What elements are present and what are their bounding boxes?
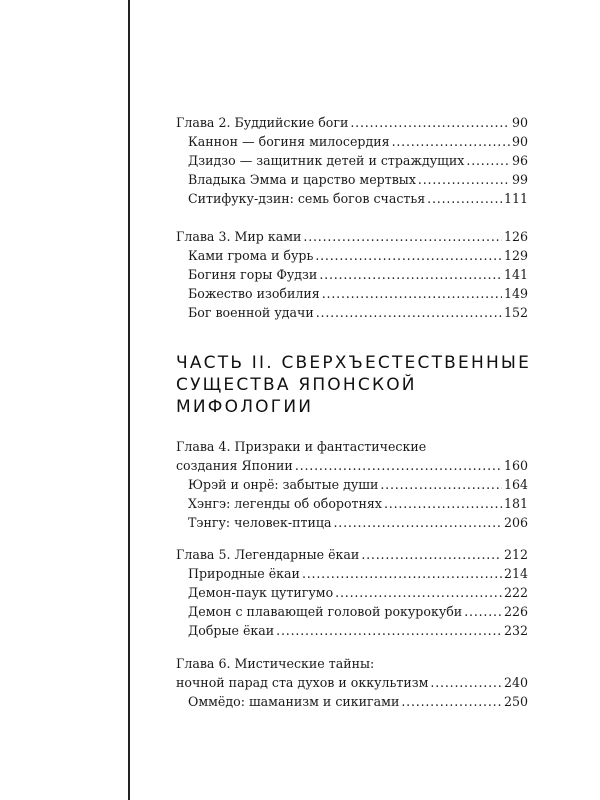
toc-entry-title[interactable]: Глава 6. Мистические тайны: bbox=[176, 656, 375, 671]
part-title-line: СУЩЕСТВА ЯПОНСКОЙ bbox=[176, 375, 417, 395]
leader-dots bbox=[303, 227, 502, 246]
toc-entry-title: Природные ёкаи bbox=[188, 566, 300, 581]
leader-dots bbox=[315, 246, 502, 265]
toc-entry[interactable] bbox=[176, 494, 528, 513]
toc-page-number: 206 bbox=[503, 515, 528, 530]
toc-entry-title: Глава 3. Мир ками bbox=[176, 229, 302, 244]
leader-dots bbox=[302, 564, 502, 583]
toc-page-number: 222 bbox=[503, 585, 528, 600]
leader-dots bbox=[380, 475, 502, 494]
part-title-line: МИФОЛОГИИ bbox=[176, 397, 314, 417]
leader-dots bbox=[335, 583, 502, 602]
toc-entry-title: Владыка Эмма и царство мертвых bbox=[188, 172, 416, 187]
toc-chapter-4 bbox=[176, 437, 528, 532]
toc-page-number: 149 bbox=[503, 286, 528, 301]
leader-dots bbox=[334, 513, 502, 532]
toc-page-number: 232 bbox=[503, 623, 528, 638]
leader-dots bbox=[276, 621, 502, 640]
leader-dots bbox=[384, 494, 502, 513]
toc-entry-title: Божество изобилия bbox=[188, 286, 320, 301]
leader-dots bbox=[427, 189, 502, 208]
leader-dots bbox=[401, 692, 502, 711]
toc-entry[interactable] bbox=[176, 246, 528, 265]
toc-chapter-heading[interactable] bbox=[176, 673, 528, 692]
toc-page-number: 152 bbox=[503, 305, 528, 320]
toc-entry[interactable] bbox=[176, 564, 528, 583]
toc-entry[interactable] bbox=[176, 189, 528, 208]
toc-chapter-6 bbox=[176, 654, 528, 711]
toc-entry-title: Бог военной удачи bbox=[188, 305, 314, 320]
toc-entry-title: Дзидзо — защитник детей и страждущих bbox=[188, 153, 465, 168]
margin-rule bbox=[128, 0, 130, 800]
toc-entry[interactable] bbox=[176, 602, 528, 621]
toc-chapter-heading[interactable] bbox=[176, 113, 528, 132]
leader-dots bbox=[430, 673, 502, 692]
toc-page-number: 250 bbox=[503, 694, 528, 709]
leader-dots bbox=[319, 265, 502, 284]
toc-page-number: 214 bbox=[503, 566, 528, 581]
leader-dots bbox=[418, 170, 510, 189]
toc-page-number: 181 bbox=[503, 496, 528, 511]
toc-page-number: 126 bbox=[503, 229, 528, 244]
leader-dots bbox=[316, 303, 502, 322]
toc-entry-title: Глава 5. Легендарные ёкаи bbox=[176, 547, 360, 562]
leader-dots bbox=[295, 456, 502, 475]
toc-entry[interactable] bbox=[176, 513, 528, 532]
toc-page-number: 226 bbox=[503, 604, 528, 619]
toc-entry-title: Оммёдо: шаманизм и сикигами bbox=[188, 694, 400, 709]
toc-entry[interactable] bbox=[176, 583, 528, 602]
toc-page-number: 129 bbox=[503, 248, 528, 263]
toc-page-number: 240 bbox=[503, 675, 528, 690]
leader-dots bbox=[350, 113, 510, 132]
toc-page-number: 164 bbox=[503, 477, 528, 492]
toc-chapter-5 bbox=[176, 545, 528, 640]
toc-entry-title: Демон-паук цутигумо bbox=[188, 585, 334, 600]
toc-page-number: 90 bbox=[511, 134, 528, 149]
toc-entry-title[interactable]: Глава 4. Призраки и фантастические bbox=[176, 439, 427, 454]
toc-entry-title: Ками грома и бурь bbox=[188, 248, 314, 263]
toc-entry[interactable] bbox=[176, 170, 528, 189]
toc-entry-title: Хэнгэ: легенды об оборотнях bbox=[188, 496, 382, 511]
toc-chapter-heading[interactable] bbox=[176, 227, 528, 246]
leader-dots bbox=[322, 284, 502, 303]
toc-entry-title: Добрые ёкаи bbox=[188, 623, 275, 638]
toc-chapter-2 bbox=[176, 113, 528, 208]
toc-entry-title: создания Японии bbox=[176, 458, 293, 473]
toc-page-number: 96 bbox=[511, 153, 528, 168]
toc-entry[interactable] bbox=[176, 475, 528, 494]
toc-entry-title: Каннон — богиня милосердия bbox=[188, 134, 390, 149]
part-2-title bbox=[176, 352, 536, 418]
toc-page-number: 90 bbox=[511, 115, 528, 130]
toc-entry[interactable] bbox=[176, 132, 528, 151]
toc-entry-title: Глава 2. Буддийские боги bbox=[176, 115, 349, 130]
toc-entry[interactable] bbox=[176, 284, 528, 303]
toc-entry[interactable] bbox=[176, 621, 528, 640]
toc-entry-title: Демон с плавающей головой рокурокуби bbox=[188, 604, 463, 619]
part-title-line: ЧАСТЬ II. СВЕРХЪЕСТЕСТВЕННЫЕ bbox=[176, 353, 532, 373]
toc-page-number: 99 bbox=[511, 172, 528, 187]
leader-dots bbox=[466, 151, 510, 170]
toc-entry[interactable] bbox=[176, 692, 528, 711]
toc-page-number: 212 bbox=[503, 547, 528, 562]
toc-entry-title: Богиня горы Фудзи bbox=[188, 267, 318, 282]
toc-entry[interactable] bbox=[176, 303, 528, 322]
toc-page-number: 141 bbox=[503, 267, 528, 282]
toc-chapter-heading[interactable] bbox=[176, 456, 528, 475]
leader-dots bbox=[392, 132, 510, 151]
toc-chapter-3 bbox=[176, 227, 528, 322]
toc-entry[interactable] bbox=[176, 151, 528, 170]
leader-dots bbox=[361, 545, 502, 564]
leader-dots bbox=[464, 602, 502, 621]
toc-entry-title: Ситифуку-дзин: семь богов счастья bbox=[188, 191, 426, 206]
toc-page-number: 160 bbox=[503, 458, 528, 473]
toc-chapter-heading[interactable] bbox=[176, 545, 528, 564]
toc-entry-title: Тэнгу: человек-птица bbox=[188, 515, 332, 530]
toc-entry-title: ночной парад ста духов и оккультизм bbox=[176, 675, 429, 690]
toc-entry-title: Юрэй и онрё: забытые души bbox=[188, 477, 379, 492]
toc-entry[interactable] bbox=[176, 265, 528, 284]
toc-page-number: 111 bbox=[503, 191, 528, 206]
